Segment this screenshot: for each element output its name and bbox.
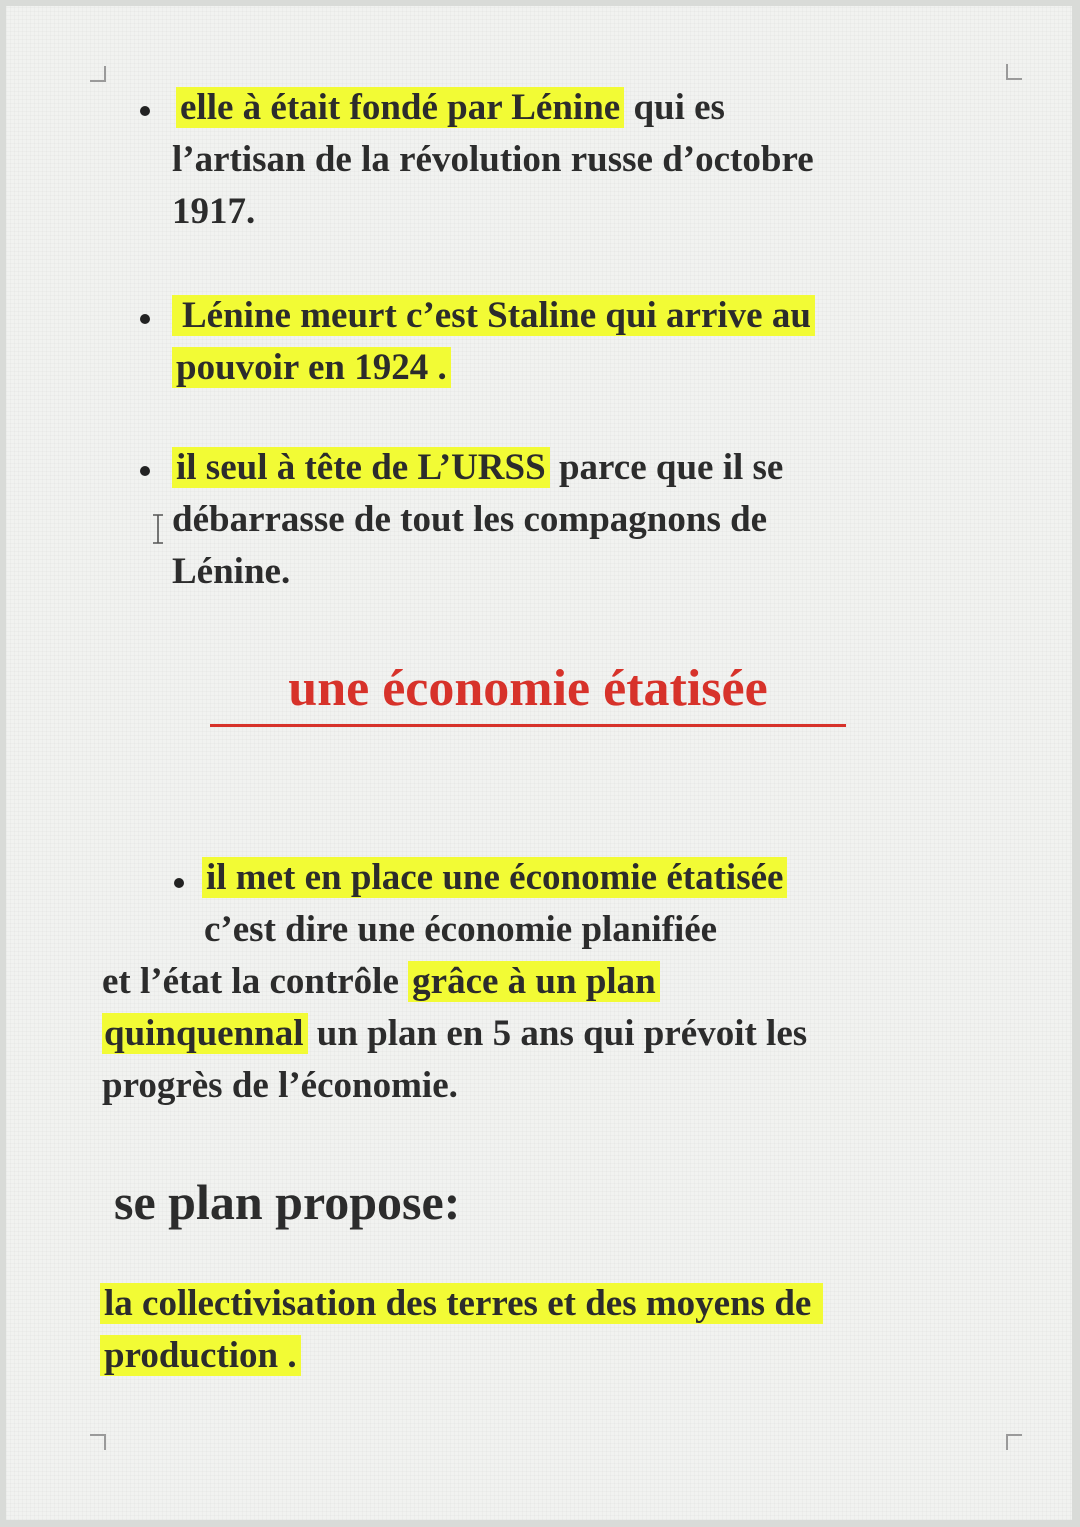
highlighted-text: la collectivisation des terres et des moyens de bbox=[100, 1283, 823, 1324]
section-heading: une économie étatisée bbox=[210, 654, 846, 727]
text-line: progrès de l’économie. bbox=[102, 1065, 458, 1106]
highlighted-text: production . bbox=[100, 1335, 301, 1376]
highlighted-text: elle à était fondé par Lénine bbox=[176, 87, 624, 128]
bullet-dot bbox=[140, 106, 150, 116]
i-beam-cursor-icon bbox=[152, 514, 164, 544]
highlighted-text: quinquennal bbox=[102, 1013, 308, 1054]
margin-corner-mark-top-right bbox=[1006, 64, 1022, 80]
plan-heading: se plan propose: bbox=[114, 1174, 461, 1230]
margin-corner-mark-bottom-left bbox=[90, 1434, 106, 1450]
highlighted-text: pouvoir en 1924 . bbox=[172, 347, 451, 388]
plan-text[interactable] bbox=[100, 1278, 823, 1382]
text-line: débarrasse de tout les compagnons de bbox=[172, 499, 768, 540]
highlighted-text: il met en place une économie étatisée bbox=[202, 857, 787, 898]
bullet-dot bbox=[140, 466, 150, 476]
highlighted-text: il seul à tête de L’URSS bbox=[172, 447, 550, 488]
document-page bbox=[6, 6, 1072, 1520]
bullet-3-text[interactable] bbox=[172, 442, 783, 598]
text-run: un plan en 5 ans qui prévoit les bbox=[307, 1013, 808, 1054]
bullet-2-text[interactable] bbox=[172, 290, 815, 394]
bullet-dot bbox=[140, 314, 150, 324]
highlighted-text: grâce à un plan bbox=[408, 961, 660, 1002]
text-line: 1917. bbox=[172, 191, 256, 232]
text-run: parce que il se bbox=[549, 447, 784, 488]
text-line: c’est dire une économie planifiée bbox=[204, 909, 718, 950]
margin-corner-mark-bottom-right bbox=[1006, 1434, 1022, 1450]
highlighted-text: Lénine meurt c’est Staline qui arrive au bbox=[172, 295, 815, 336]
section-bullet-text[interactable] bbox=[102, 852, 807, 1112]
text-line: l’artisan de la révolution russe d’octobre bbox=[172, 139, 814, 180]
text-run: et l’état la contrôle bbox=[102, 961, 409, 1002]
text-run: qui es bbox=[624, 87, 725, 128]
bullet-1-text[interactable] bbox=[172, 82, 814, 238]
margin-corner-mark-top-left bbox=[90, 66, 106, 82]
text-line: Lénine. bbox=[172, 551, 291, 592]
